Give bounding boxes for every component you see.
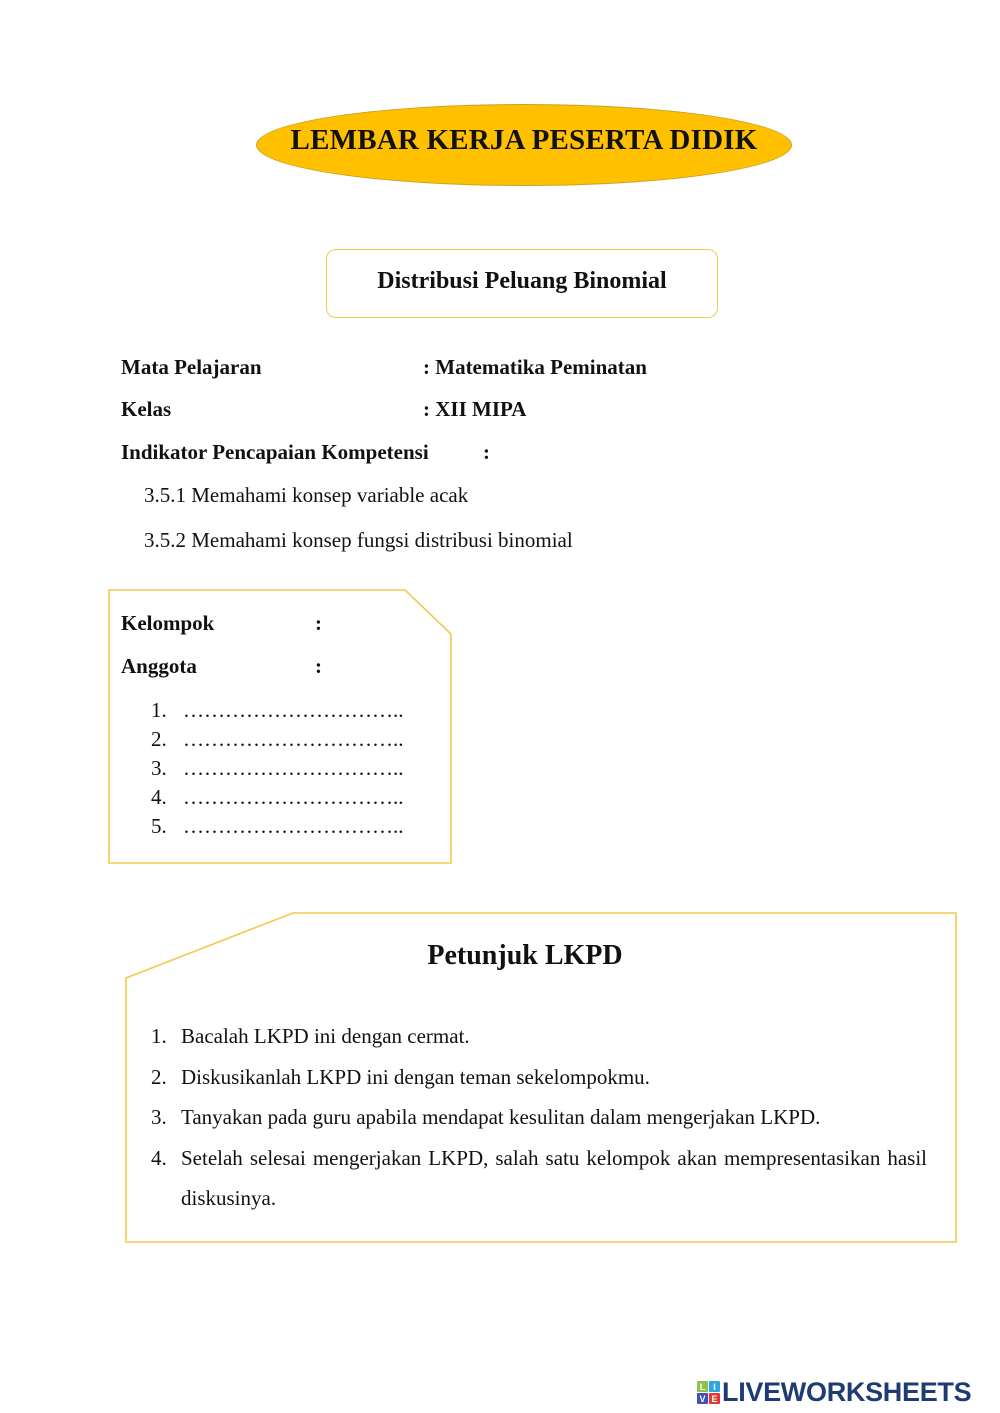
members-row [121,654,322,679]
logo-text: LIVEWORKSHEETS [722,1377,972,1407]
subject-row [121,355,647,380]
indicator-item: 3.5.1 Memahami konsep variable acak [144,483,469,507]
members-colon: : [315,654,322,678]
instruction-text: Setelah selesai mengerjakan LKPD, salah satu kelompok akan mempresentasikan hasil diskusinya. [181,1145,927,1210]
group-name-row[interactable] [121,611,322,636]
instructions-title: Petunjuk LKPD [427,940,623,971]
instruction-number: 4. [151,1145,167,1170]
member-entry[interactable] [151,727,404,752]
instruction-number: 1. [151,1024,167,1048]
instruction-text: Diskusikanlah LKPD ini dengan teman sekelompokmu. [181,1064,650,1089]
member-blank[interactable]: ………………………….. [183,814,404,838]
subject-label: Mata Pelajaran [121,355,262,379]
member-blank[interactable]: ………………………….. [183,756,404,780]
worksheet-title-banner [256,104,792,186]
instruction-number: 3. [151,1105,167,1129]
class-label: Kelas [121,397,172,421]
group-name-label: Kelompok [121,611,215,635]
member-entry[interactable] [151,698,404,723]
member-entry[interactable] [151,785,404,810]
instructions-list [151,1016,927,1219]
member-number: 5. [151,814,167,838]
member-entry[interactable] [151,756,404,781]
logo-letter: I [709,1381,720,1392]
subject-value: : Matematika Peminatan [423,355,647,379]
instruction-text: Tanyakan pada guru apabila mendapat kesulitan dalam mengerjakan LKPD. [181,1105,821,1129]
member-blank[interactable]: ………………………….. [183,785,404,809]
worksheet-title: LEMBAR KERJA PESERTA DIDIK [290,123,758,156]
group-name-colon: : [315,611,322,635]
member-entry[interactable] [151,814,404,839]
instruction-item [151,1097,927,1138]
indicator-label: Indikator Pencapaian Kompetensi [121,440,429,464]
member-blank[interactable]: ………………………….. [183,727,404,751]
member-blank[interactable]: ………………………….. [183,698,404,722]
class-row [121,397,527,422]
instruction-item [151,1138,927,1219]
indicator-row [121,440,490,465]
logo-letter: V [697,1393,708,1404]
instruction-item [151,1057,927,1098]
instruction-item [151,1016,927,1057]
indicator-item: 3.5.2 Memahami konsep fungsi distribusi binomial [144,528,573,552]
instruction-number: 2. [151,1064,167,1089]
topic-title: Distribusi Peluang Binomial [377,268,667,294]
liveworksheets-logo[interactable] [697,1377,971,1408]
live-badge-icon [697,1381,720,1404]
instruction-text: Bacalah LKPD ini dengan cermat. [181,1024,470,1048]
member-number: 1. [151,698,167,722]
member-number: 3. [151,756,167,780]
member-number: 4. [151,785,167,809]
indicator-colon: : [483,440,490,464]
logo-letter: L [697,1381,708,1392]
instructions-box [125,912,958,1244]
logo-letter: E [709,1393,720,1404]
group-info-box [108,589,453,864]
members-label: Anggota [121,654,197,678]
topic-box [326,249,718,318]
member-number: 2. [151,727,167,751]
class-value: : XII MIPA [423,397,527,421]
